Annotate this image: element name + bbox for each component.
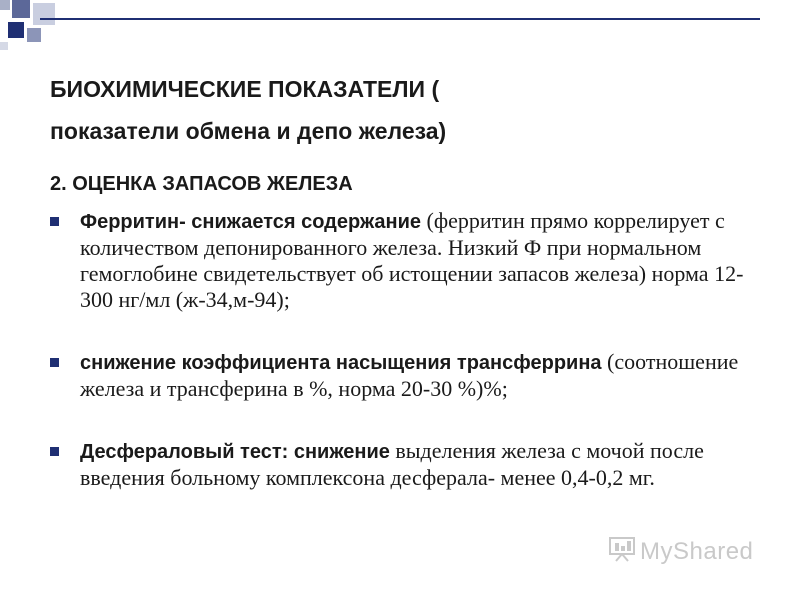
watermark-label: MyShared xyxy=(640,538,754,565)
bullet-square-icon xyxy=(50,447,59,456)
deco-square xyxy=(8,22,24,38)
watermark-logo-icon xyxy=(608,536,638,562)
title-line-1: БИОХИМИЧЕСКИЕ ПОКАЗАТЕЛИ ( xyxy=(50,76,440,102)
item-text: (соотношение железа и трансферина в %, норма 20-30 %)%; xyxy=(80,349,739,401)
item-bold-text: Десфераловый тест: снижение xyxy=(80,441,390,463)
list-item xyxy=(50,349,750,402)
bullet-square-icon xyxy=(50,358,59,367)
bullet-square-icon xyxy=(50,217,59,226)
bullet-list xyxy=(50,208,750,491)
deco-square xyxy=(12,0,30,18)
list-item xyxy=(50,438,750,491)
list-item xyxy=(50,208,750,313)
watermark-text xyxy=(640,538,753,566)
item-text: (ферритин прямо коррелирует с количеством депонированного железа. Низкий Ф при нормальном гемоглобине свидетельствует об истощении запасов железа) норма 12-300 нг/мл (ж-34,м-94); xyxy=(80,208,744,312)
deco-square xyxy=(27,28,41,42)
item-bold-text: снижение коэффициента насыщения трансферрина xyxy=(80,352,602,374)
deco-square xyxy=(33,3,55,25)
deco-square xyxy=(0,0,10,10)
title-line-2: показатели обмена и депо железа) xyxy=(50,118,447,144)
slide-title xyxy=(50,68,750,152)
header-rule xyxy=(40,18,760,20)
item-text: выделения железа с мочой после введения больному комплексона десферала- менее 0,4-0,2 мг. xyxy=(80,438,704,490)
item-bold-text: Ферритин- снижается содержание xyxy=(80,211,421,233)
section-heading: 2. ОЦЕНКА ЗАПАСОВ ЖЕЛЕЗА xyxy=(50,173,353,195)
deco-square xyxy=(0,42,8,50)
decorative-squares xyxy=(0,0,70,50)
